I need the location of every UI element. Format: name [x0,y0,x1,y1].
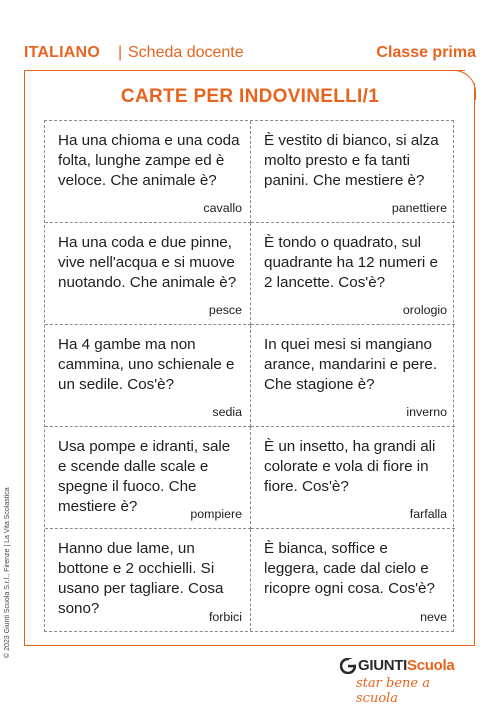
riddle-card [251,529,455,631]
riddle-card [45,223,251,325]
riddle-answer: inverno [406,405,447,419]
riddle-answer: panettiere [391,201,447,215]
riddle-question: Ha una chioma e una coda folta, lunghe zampe ed è veloce. Che animale è? [58,132,240,189]
riddle-card [45,427,251,529]
riddle-question: Ha 4 gambe ma non cammina, uno schienale e un sedile. Cos'è? [58,336,235,393]
riddle-question: Usa pompe e idranti, sale e scende dalle scale e spegne il fuoco. Che mestiere è? [58,438,231,515]
riddle-cards-grid [44,120,454,632]
riddle-answer: pompiere [190,507,242,521]
riddle-question: Hanno due lame, un bottone e 2 occhielli. Si usano per tagliare. Cosa sono? [58,540,224,617]
riddle-card [45,529,251,631]
riddle-question: È tondo o quadrato, sul quadrante ha 12 numeri e 2 lancette. Cos'è? [264,234,438,291]
riddle-card [251,325,455,427]
riddle-card [251,427,455,529]
riddle-question: In quei mesi si mangiano arance, mandarini e pere. Che stagione è? [264,336,438,393]
page-title: CARTE PER INDOVINELLI/1 [120,86,380,107]
brand-name-part1: GIUNTI [358,657,408,674]
riddle-answer: sedia [212,405,242,419]
riddle-answer: forbici [208,610,242,624]
copyright-notice: © 2023 Giunti Scuola S.r.l., Firenze | La Vita Scolastica [4,487,11,658]
grade-label: Classe prima [376,44,476,61]
sheet-type-label: Scheda docente [128,44,244,61]
riddle-question: È bianca, soffice e leggera, cade dal cielo e ricopre ogni cosa. Cos'è? [264,540,435,597]
riddle-answer: neve [420,610,447,624]
riddle-answer: cavallo [203,201,242,215]
giunti-g-icon [340,658,356,674]
riddle-answer: orologio [402,303,447,317]
brand-tagline: star bene a scuola [356,676,430,706]
page-header [24,44,476,68]
riddle-question: È un insetto, ha grandi ali colorate e vola di fiore in fiore. Cos'è? [264,438,436,495]
subject-label: ITALIANO [24,44,100,61]
publisher-logo [340,657,470,706]
riddle-answer: pesce [208,303,242,317]
riddle-question: È vestito di bianco, si alza molto presto e fa tanti panini. Che mestiere è? [264,132,439,189]
riddle-card [45,121,251,223]
riddle-question: Ha una coda e due pinne, vive nell'acqua e si muove nuotando. Che animale è? [58,234,237,291]
riddle-card [251,121,455,223]
header-separator: | [118,44,123,61]
brand-name-part2: Scuola [407,657,455,674]
riddle-answer: farfalla [409,507,447,521]
brand-name [358,657,454,674]
riddle-card [45,325,251,427]
riddle-card [251,223,455,325]
